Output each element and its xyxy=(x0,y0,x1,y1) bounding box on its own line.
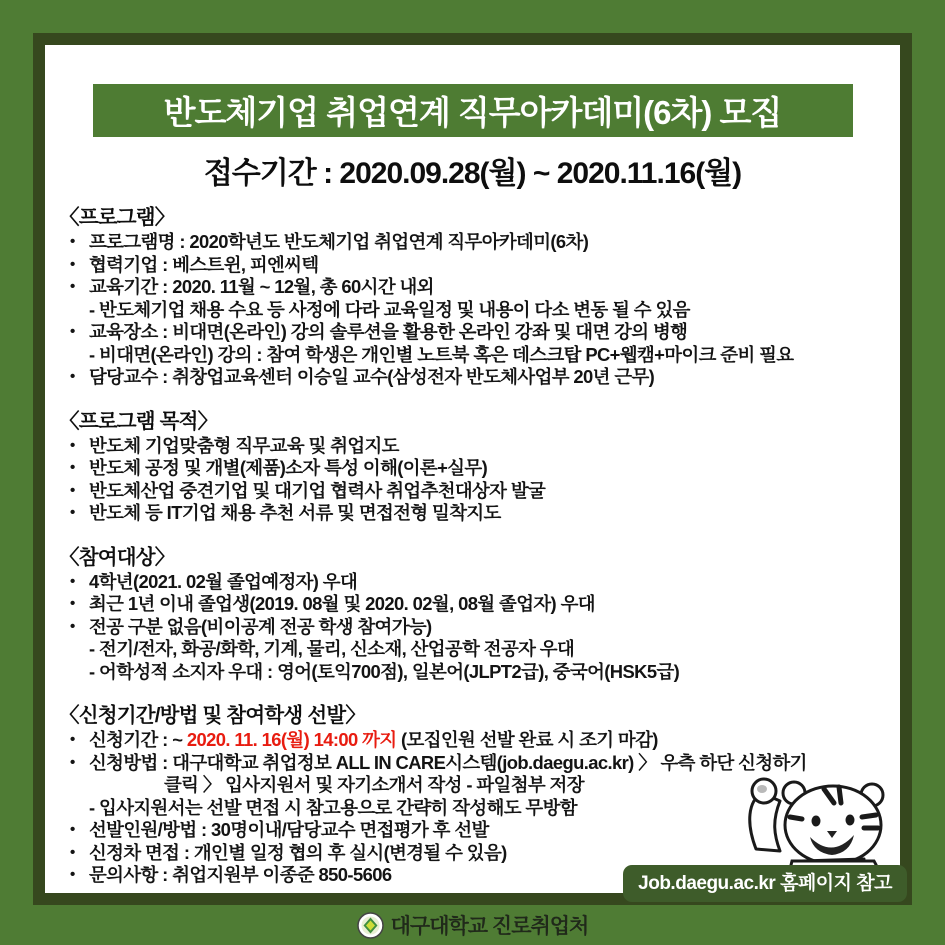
bullet-item: • 교육장소 : 비대면(온라인) 강의 솔루션을 활용한 온라인 강좌 및 대면 강의 병행 xyxy=(59,321,884,344)
poster-title: 반도체기업 취업연계 직무아카데미(6차) 모집 xyxy=(163,94,782,131)
bullet-item: • 교육기간 : 2020. 11월 ~ 12월, 총 60시간 내외 xyxy=(59,276,884,299)
bullet-item: • 반도체산업 중견기업 및 대기업 협력사 취업추천대상자 발굴 xyxy=(59,480,884,503)
sub-item: - 반도체기업 채용 수요 등 사정에 다라 교육일정 및 내용이 다소 변동 될 수 있음 xyxy=(89,298,690,320)
bullet-item: • 선발인원/방법 : 30명이내/담당교수 면접평가 후 선발 xyxy=(59,819,884,842)
footer-organization: 대구대학교 진로취업처 xyxy=(390,915,589,938)
university-emblem-icon xyxy=(357,912,384,939)
section xyxy=(59,545,884,684)
section-heading: 〈프로그램〉 xyxy=(59,206,175,229)
section-heading: 〈프로그램 목적〉 xyxy=(59,409,218,433)
bullet-item: • 신청기간 : ~ 2020. 11. 16(월) 14:00 까지 (모집인원 선발 완료 시 조기 마감) xyxy=(59,729,884,752)
footer xyxy=(0,905,945,945)
bullet-item: • 반도체 기업맞춤형 직무교육 및 취업지도 xyxy=(59,435,884,458)
bullet-item: • 신청방법 : 대구대학교 취업정보 ALL IN CARE시스템(job.daegu.ac.kr) 〉 우측 하단 신청하기 xyxy=(59,752,884,775)
bullet-item: • 반도체 등 IT기업 채용 추천 서류 및 면접전형 밀착지도 xyxy=(59,502,884,525)
section xyxy=(59,409,884,525)
section-heading: 〈참여대상〉 xyxy=(59,545,175,569)
bullet-item: • 4학년(2021. 02월 졸업예정자) 우대 xyxy=(59,571,884,594)
bullet-item: • 문의사항 : 취업지원부 이종준 850-5606 xyxy=(59,864,884,887)
sub-item: - 어학성적 소지자 우대 : 영어(토익700점), 일본어(JLPT2급), 중국어(HSK5급) xyxy=(89,660,680,682)
title-banner xyxy=(93,84,853,137)
poster-content-panel xyxy=(33,33,912,905)
homepage-badge: Job.daegu.ac.kr 홈페이지 참고 xyxy=(623,865,907,902)
bullet-item: • 최근 1년 이내 졸업생(2019. 08월 및 2020. 02월, 08월 졸업자) 우대 xyxy=(59,593,884,616)
deadline-highlight: 2020. 11. 16(월) 14:00 까지 xyxy=(186,729,397,750)
reception-period: 접수기간 : 2020.09.28(월) ~ 2020.11.16(월) xyxy=(203,157,742,190)
bullet-item: • 프로그램명 : 2020학년도 반도체기업 취업연계 직무아카데미(6차) xyxy=(59,231,884,254)
sub-item: 클릭 〉 입사지원서 및 자기소개서 작성 - 파일첨부 저장 xyxy=(164,774,584,795)
sub-item: - 전기/전자, 화공/화학, 기계, 물리, 신소재, 산업공학 전공자 우대 xyxy=(89,638,575,659)
bullet-item: • 신정차 면접 : 개인별 일정 협의 후 실시(변경될 수 있음) xyxy=(59,842,884,865)
bullet-item: • 담당교수 : 취창업교육센터 이승일 교수(삼성전자 반도체사업부 20년 근무) xyxy=(59,366,884,389)
bullet-item: • 반도체 공정 및 개별(제품)소자 특성 이해(이론+실무) xyxy=(59,457,884,480)
sub-item: - 입사지원서는 선발 면접 시 참고용으로 간략히 작성해도 무방함 xyxy=(89,796,577,818)
sub-item: - 비대면(온라인) 강의 : 참여 학생은 개인별 노트북 혹은 데스크탑 PC+웹캠+마이크 준비 필요 xyxy=(89,343,794,365)
section xyxy=(59,205,884,389)
bullet-item: • 전공 구분 없음(비이공계 전공 학생 참여가능) xyxy=(59,616,884,639)
bullet-item: • 협력기업 : 베스트윈, 피엔씨텍 xyxy=(59,254,884,277)
section-heading: 〈신청기간/방법 및 참여학생 선발〉 xyxy=(59,704,366,727)
